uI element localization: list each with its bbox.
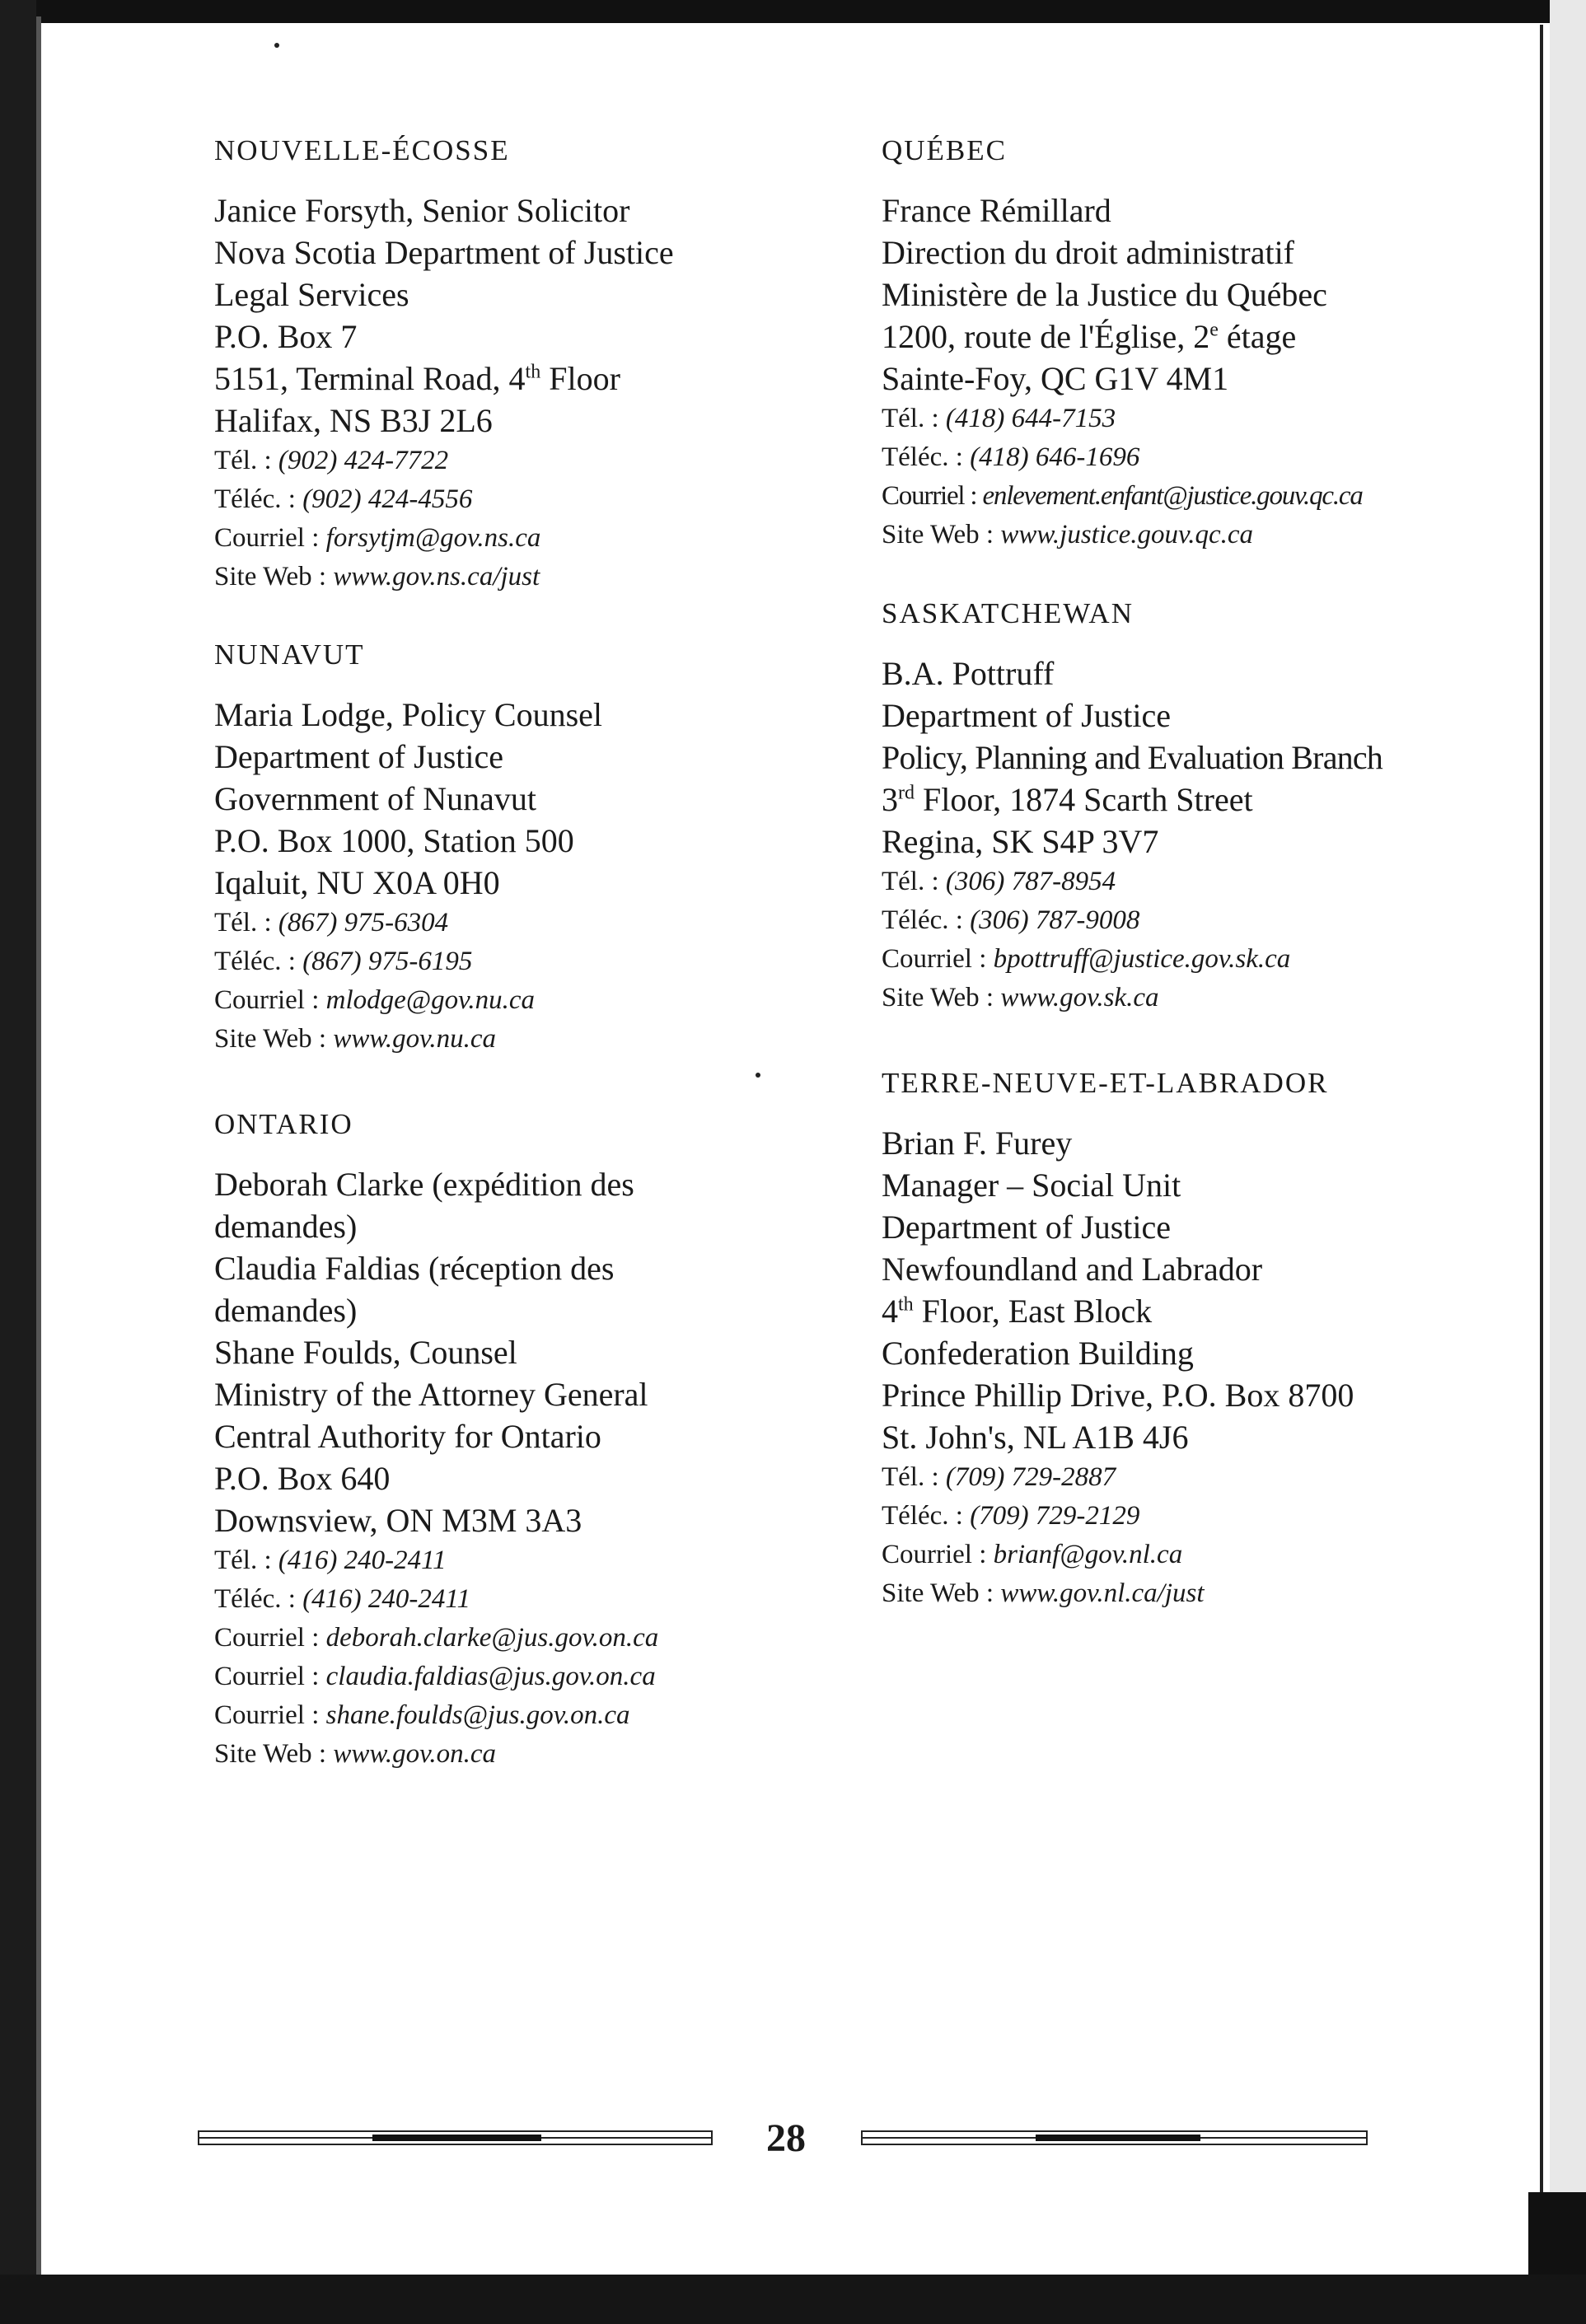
email-line: Courriel : claudia.faldias@jus.gov.on.ca — [214, 1662, 656, 1691]
email-line: Courriel : enlevement.enfant@justice.gouv.qc.ca — [882, 481, 1363, 511]
phone-line: Tél. : (709) 729-2887 — [882, 1462, 1116, 1492]
street-address: 5151, Terminal Road, 4th Floor — [214, 360, 620, 397]
email-line: Courriel : deborah.clarke@jus.gov.on.ca — [214, 1623, 659, 1653]
email-link[interactable]: deborah.clarke@jus.gov.on.ca — [325, 1623, 659, 1653]
website-link[interactable]: www.gov.ns.ca/just — [333, 562, 540, 592]
email-link[interactable]: claudia.faldias@jus.gov.on.ca — [325, 1662, 656, 1691]
website-line: Site Web : www.gov.nu.ca — [214, 1024, 496, 1054]
scan-border-bottom — [0, 2275, 1586, 2324]
email-line: Courriel : forsytjm@gov.ns.ca — [214, 523, 541, 553]
fax-line: Téléc. : (418) 646-1696 — [882, 442, 1140, 472]
organization-unit: Central Authority for Ontario — [214, 1418, 601, 1455]
ornament-bar — [1036, 2135, 1200, 2141]
organization-unit: Legal Services — [214, 276, 409, 313]
website-line: Site Web : www.gov.ns.ca/just — [214, 562, 540, 592]
building: Confederation Building — [882, 1335, 1194, 1372]
email-link[interactable]: enlevement.enfant@justice.gouv.qc.ca — [982, 481, 1363, 511]
section-terre-neuve-et-labrador — [882, 1063, 1354, 1613]
website-line: Site Web : www.justice.gouv.qc.ca — [882, 520, 1254, 549]
city-postal: Regina, SK S4P 3V7 — [882, 823, 1159, 860]
city-postal: Halifax, NS B3J 2L6 — [214, 402, 493, 439]
fax-line: Téléc. : (306) 787-9008 — [882, 905, 1140, 935]
organization: Ministère de la Justice du Québec — [882, 276, 1327, 313]
section-nunavut — [214, 634, 602, 1059]
fax-line: Téléc. : (709) 729-2129 — [882, 1501, 1140, 1531]
organization-unit: Newfoundland and Labrador — [882, 1251, 1263, 1288]
scan-border-left — [0, 0, 36, 2324]
website-line: Site Web : www.gov.sk.ca — [882, 983, 1159, 1012]
street-address: 3rd Floor, 1874 Scarth Street — [882, 781, 1253, 818]
contact-name: Janice Forsyth, Senior Solicitor — [214, 192, 630, 229]
section-heading: TERRE-NEUVE-ET-LABRADOR — [882, 1067, 1329, 1099]
organization: Ministry of the Attorney General — [214, 1376, 648, 1413]
section-heading: NUNAVUT — [214, 638, 365, 671]
contact-name: B.A. Pottruff — [882, 655, 1055, 692]
fax-line: Téléc. : (902) 424-4556 — [214, 484, 473, 514]
scan-corner-bottom-right — [1528, 2192, 1586, 2275]
organization: Department of Justice — [214, 738, 503, 775]
contact-line: Shane Foulds, Counsel — [214, 1334, 517, 1371]
city-postal: St. John's, NL A1B 4J6 — [882, 1419, 1189, 1456]
website-link[interactable]: www.justice.gouv.qc.ca — [1000, 520, 1254, 549]
website-link[interactable]: www.gov.on.ca — [333, 1739, 496, 1769]
contact-name: Brian F. Furey — [882, 1125, 1073, 1162]
page-edge-right — [1540, 25, 1543, 2241]
website-line: Site Web : www.gov.on.ca — [214, 1739, 496, 1769]
organization-unit: Policy, Planning and Evaluation Branch — [882, 739, 1382, 776]
email-line: Courriel : brianf@gov.nl.ca — [882, 1540, 1183, 1569]
page-number: 28 — [766, 2116, 806, 2160]
fax-line: Téléc. : (416) 240-2411 — [214, 1584, 470, 1614]
contact-name: France Rémillard — [882, 192, 1111, 229]
page-footer — [0, 2116, 1586, 2165]
contact-title: Manager – Social Unit — [882, 1167, 1181, 1204]
website-link[interactable]: www.gov.nl.ca/just — [1000, 1578, 1205, 1608]
email-line: Courriel : bpottruff@justice.gov.sk.ca — [882, 944, 1291, 974]
po-box: P.O. Box 1000, Station 500 — [214, 822, 574, 859]
section-heading: QUÉBEC — [882, 134, 1007, 166]
organization-unit: Government of Nunavut — [214, 780, 537, 817]
contact-line: demandes) — [214, 1292, 358, 1329]
section-heading: SASKATCHEWAN — [882, 597, 1134, 629]
section-heading: ONTARIO — [214, 1108, 353, 1140]
email-link[interactable]: shane.foulds@jus.gov.on.ca — [325, 1700, 630, 1730]
speck — [274, 43, 279, 48]
email-link[interactable]: brianf@gov.nl.ca — [993, 1540, 1183, 1569]
city-postal: Iqaluit, NU X0A 0H0 — [214, 864, 500, 901]
website-line: Site Web : www.gov.nl.ca/just — [882, 1578, 1205, 1608]
phone-line: Tél. : (867) 975-6304 — [214, 908, 449, 938]
footer-ornament-left — [198, 2130, 713, 2145]
phone-line: Tél. : (902) 424-7722 — [214, 446, 449, 475]
speck — [756, 1073, 760, 1078]
scan-border-top — [0, 0, 1586, 23]
street-address: 1200, route de l'Église, 2e étage — [882, 318, 1297, 355]
section-saskatchewan — [882, 593, 1382, 1017]
email-line: Courriel : shane.foulds@jus.gov.on.ca — [214, 1700, 630, 1730]
email-link[interactable]: forsytjm@gov.ns.ca — [325, 523, 541, 553]
fax-line: Téléc. : (867) 975-6195 — [214, 947, 473, 976]
contact-line: demandes) — [214, 1208, 358, 1245]
city-postal: Sainte-Foy, QC G1V 4M1 — [882, 360, 1229, 397]
section-heading: NOUVELLE-ÉCOSSE — [214, 134, 510, 166]
street-address: 4th Floor, East Block — [882, 1293, 1153, 1330]
scan-edge-left — [36, 16, 41, 2290]
email-line: Courriel : mlodge@gov.nu.ca — [214, 985, 536, 1015]
organization: Department of Justice — [882, 697, 1171, 734]
po-box: P.O. Box 640 — [214, 1460, 391, 1497]
contact-line: Claudia Faldias (réception des — [214, 1250, 615, 1287]
phone-line: Tél. : (418) 644-7153 — [882, 404, 1116, 433]
website-link[interactable]: www.gov.sk.ca — [1000, 983, 1159, 1012]
section-quebec — [882, 130, 1363, 554]
email-link[interactable]: bpottruff@justice.gov.sk.ca — [993, 944, 1291, 974]
scan-border-right — [1550, 0, 1586, 2324]
email-link[interactable]: mlodge@gov.nu.ca — [325, 985, 536, 1015]
organization: Nova Scotia Department of Justice — [214, 234, 674, 271]
footer-ornament-right — [861, 2130, 1368, 2145]
organization: Department of Justice — [882, 1209, 1171, 1246]
section-ontario — [214, 1104, 658, 1774]
website-link[interactable]: www.gov.nu.ca — [333, 1024, 496, 1054]
po-box: P.O. Box 7 — [214, 318, 358, 355]
phone-line: Tél. : (416) 240-2411 — [214, 1545, 447, 1575]
po-box: Prince Phillip Drive, P.O. Box 8700 — [882, 1377, 1354, 1414]
contact-line: Deborah Clarke (expédition des — [214, 1166, 634, 1203]
section-nouvelle-ecosse — [214, 130, 674, 596]
organization-unit: Direction du droit administratif — [882, 234, 1294, 271]
city-postal: Downsview, ON M3M 3A3 — [214, 1502, 582, 1539]
ornament-bar — [372, 2135, 541, 2141]
contact-name: Maria Lodge, Policy Counsel — [214, 696, 603, 733]
phone-line: Tél. : (306) 787-8954 — [882, 867, 1116, 896]
